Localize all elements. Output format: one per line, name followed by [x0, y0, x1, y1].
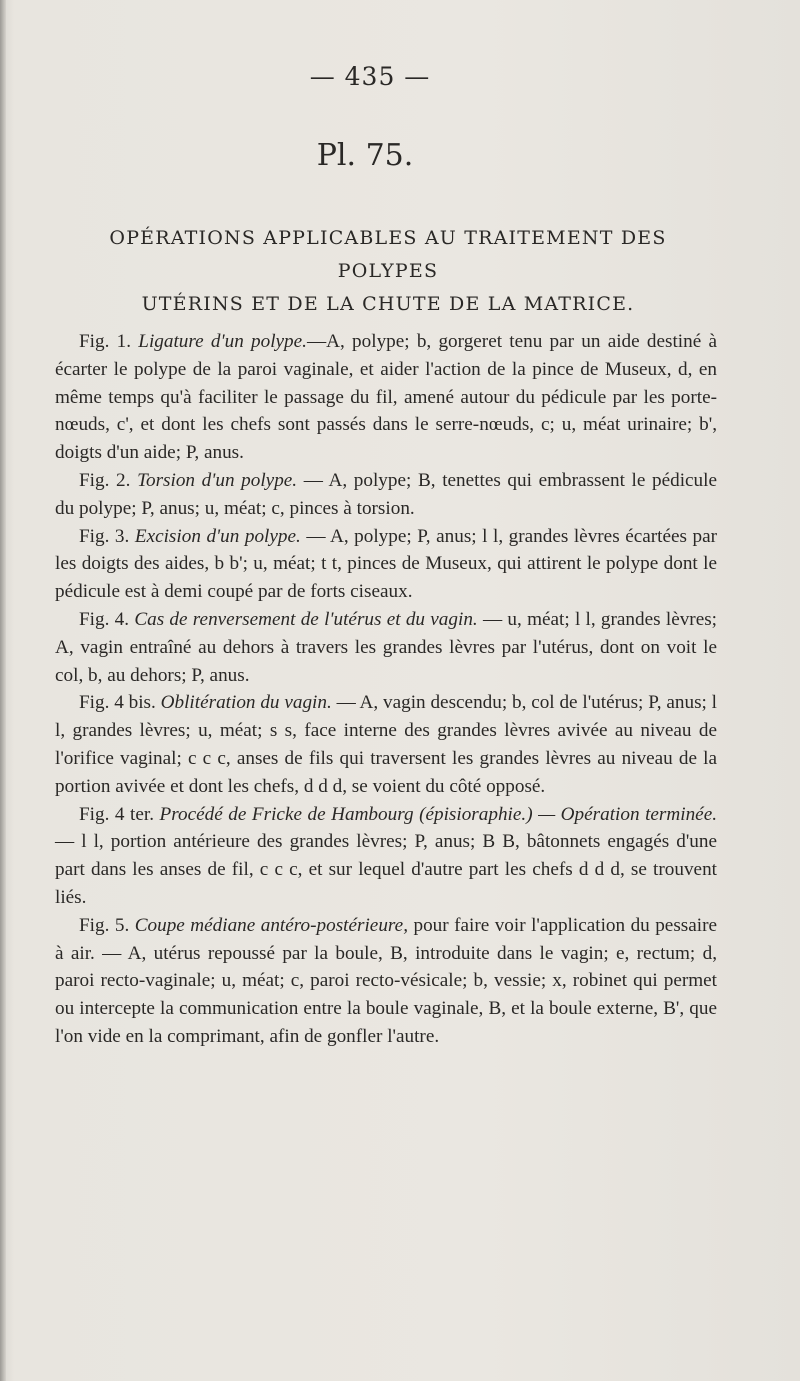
- figure-label: Fig. 2.: [79, 469, 131, 491]
- figure-title: Cas de renversement de l'utérus et du vagin.: [134, 608, 478, 630]
- figure-text: —A, polype; b, gorgeret tenu par un aide destiné à écarter le polype de la paroi vaginale, et aider l'action de la pince de Museux, d, en même temps qu'à faciliter le passage du fil, amené autour du pédicule par les porte-nœuds, c', et dont les chefs sont passés dans le serre-nœuds, c; u, méat urinaire; b', doigts d'un aide; P, anus.: [55, 331, 717, 464]
- figure-text: — A, polype; P, anus; l l, grandes lèvres écartées par les doigts des aides, b b'; u, méat; t t, pinces de Museux, qui attirent le polype dont le pédicule est à demi coupé par de forts ciseaux.: [55, 525, 717, 603]
- figure-legend: [55, 606, 717, 689]
- figure-text: — A, polype; B, tenettes qui embrassent le pédicule du polype; P, anus; u, méat; c, pinces à torsion.: [55, 469, 717, 519]
- figure-text: — A, vagin descendu; b, col de l'utérus; P, anus; l l, grandes lèvres; u, méat; s s, face interne des grandes lèvres avivée au niveau de l'orifice vaginal; c c c, anses de fils qui traversent les grandes lèvres au niveau de la portion avivée et dont les chefs, d d d, se voient du côté opposé.: [55, 692, 718, 797]
- figure-legend: [55, 523, 717, 606]
- figure-label: Fig. 4.: [79, 608, 130, 630]
- figure-title: Ligature d'un polype.: [138, 331, 307, 352]
- page-number: — 435 —: [309, 62, 431, 91]
- figure-text: — l l, portion antérieure des grandes lèvres; P, anus; B B, bâtonnets engagés d'une part dans les anses de fil, c c c, et sur lequel d'autre part les chefs d d d, se trouvent liés.: [55, 831, 717, 908]
- figure-label: Fig. 5.: [79, 914, 130, 936]
- figure-legend: [55, 467, 717, 523]
- figure-title: Coupe médiane antéro-postérieure,: [134, 914, 408, 936]
- figure-label: Fig. 3.: [79, 525, 130, 547]
- section-title: [58, 222, 718, 321]
- figure-label: Fig. 1.: [79, 331, 132, 352]
- figure-legend: [55, 801, 717, 912]
- figure-title: Excision d'un polype.: [134, 525, 301, 547]
- page-spine-shadow: [0, 0, 6, 1381]
- figure-text: — u, méat; l l, grandes lèvres; A, vagin entraîné au dehors à travers les grandes lèvres par l'utérus, dont on voit le col, b, au dehors; P, anus.: [55, 608, 718, 686]
- figure-legends: [55, 328, 717, 1051]
- section-title-line-1: OPÉRATIONS APPLICABLES AU TRAITEMENT DES POLYPES: [109, 227, 667, 282]
- figure-title: Oblitération du vagin.: [160, 692, 332, 714]
- figure-title: Torsion d'un polype.: [137, 469, 298, 491]
- figure-title: Procédé de Fricke de Hambourg (épisioraphie.) — Opération terminée.: [159, 803, 718, 825]
- figure-legend: [55, 912, 717, 1051]
- plate-heading: Pl. 75.: [316, 138, 414, 173]
- section-title-line-2: UTÉRINS ET DE LA CHUTE DE LA MATRICE.: [141, 293, 635, 315]
- figure-label: Fig. 4 ter.: [79, 803, 155, 825]
- figure-text: pour faire voir l'application du pessaire à air. — A, utérus repoussé par la boule, B, introduite dans le vagin; e, rectum; d, paroi recto-vaginale; u, méat; c, paroi recto-vésicale; b, vessie; x, robinet qui permet ou intercepte la communication entre la boule vaginale, B, et la boule externe, B', que l'on vide en la comprimant, afin de gonfler l'autre.: [55, 914, 718, 1047]
- figure-legend: [55, 328, 717, 467]
- figure-legend: [55, 689, 717, 800]
- figure-label: Fig. 4 bis.: [79, 692, 156, 714]
